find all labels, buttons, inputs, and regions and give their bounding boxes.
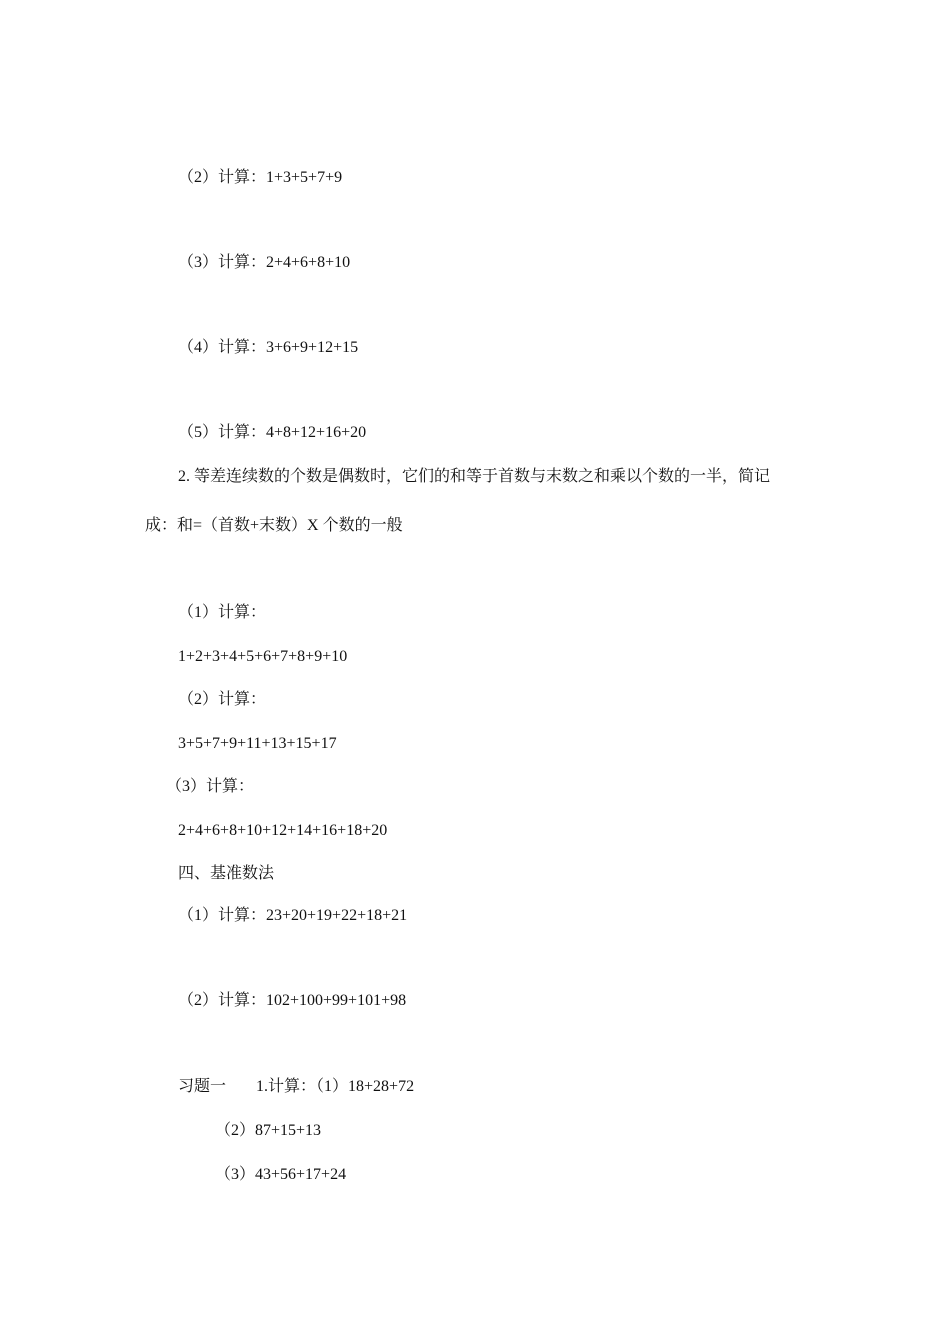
exercise-item-3: （3）43+56+17+24 bbox=[215, 1166, 347, 1183]
exercise-line-1 bbox=[178, 1077, 414, 1097]
question-3-expression: 2+4+6+8+10+12+14+16+18+20 bbox=[178, 822, 388, 839]
baseline-problem-1: （1）计算：23+20+19+22+18+21 bbox=[178, 907, 408, 924]
question-3-label: （3）计算： bbox=[166, 778, 255, 795]
problem-3-line: （3）计算：2+4+6+8+10 bbox=[178, 254, 351, 271]
baseline-problem-2: （2）计算：102+100+99+101+98 bbox=[178, 992, 407, 1009]
problem-2-line: （2）计算：1+3+5+7+9 bbox=[178, 169, 343, 186]
question-2-label: （2）计算： bbox=[178, 691, 267, 708]
exercise-item-2: （2）87+15+13 bbox=[215, 1122, 322, 1139]
problem-4-line: （4）计算：3+6+9+12+15 bbox=[178, 339, 359, 356]
exercise-title: 习题一 bbox=[178, 1078, 227, 1095]
exercise-item-1: 1.计算：（1）18+28+72 bbox=[256, 1078, 415, 1095]
question-2-expression: 3+5+7+9+11+13+15+17 bbox=[178, 735, 337, 752]
question-1-label: （1）计算： bbox=[178, 604, 267, 621]
rule-2-text: 2. 等差连续数的个数是偶数时，它们的和等于首数与末数之和乘以个数的一半，简记 bbox=[178, 468, 771, 485]
section-heading: 四、基准数法 bbox=[178, 865, 275, 882]
problem-5-line: （5）计算：4+8+12+16+20 bbox=[178, 424, 367, 441]
question-1-expression: 1+2+3+4+5+6+7+8+9+10 bbox=[178, 648, 348, 665]
rule-2-text-continued: 成：和=（首数+末数）X 个数的一般 bbox=[145, 517, 403, 534]
